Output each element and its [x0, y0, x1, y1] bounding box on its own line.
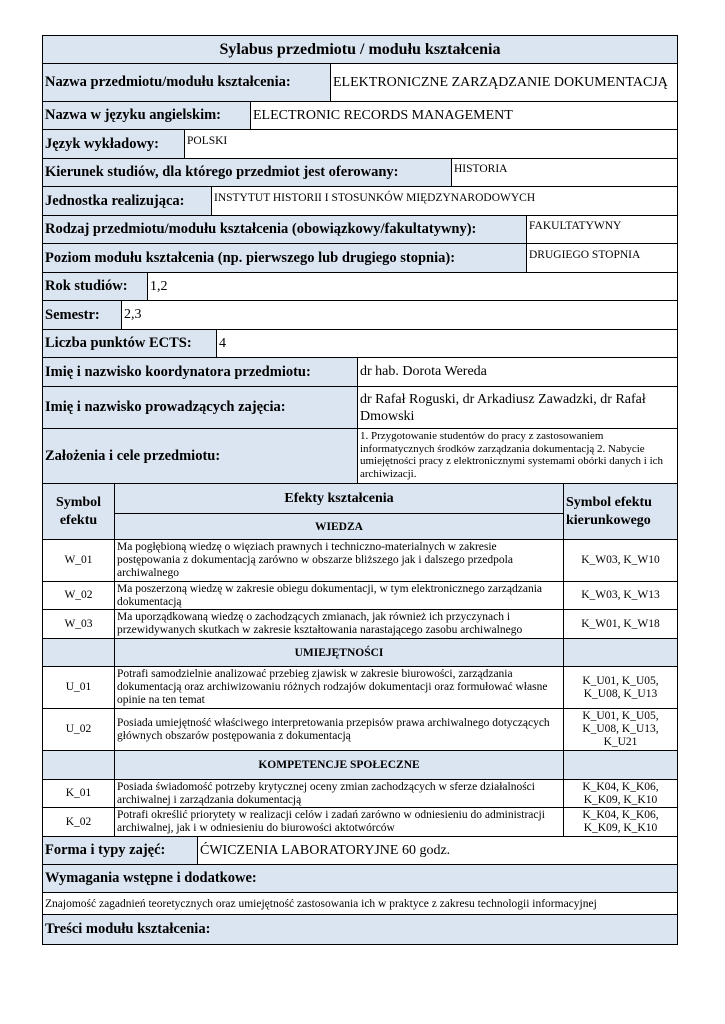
unit-value: INSTYTUT HISTORII I STOSUNKÓW MIĘDZYNARODOWYCH: [211, 187, 677, 215]
effect-text: Potrafi określić priorytety w realizacji celów i zadań zarówno w odniesieniu do administracji archiwalnej, jak i w odniesieniu do biurowości aktotwórców: [114, 808, 563, 836]
requirements-label: Wymagania wstępne i dodatkowe:: [43, 865, 677, 892]
skills-direction-blank: [563, 639, 677, 666]
effects-header-row: [42, 484, 678, 540]
content-label: Treści modułu kształcenia:: [43, 915, 677, 944]
ects-value: 4: [216, 330, 677, 357]
teachers-label: Imię i nazwisko prowadzących zajęcia:: [43, 387, 357, 428]
effect-symbol: W_03: [64, 617, 93, 630]
unit-row: [42, 187, 678, 216]
field-value: HISTORIA: [451, 159, 677, 186]
effects-header-group: [114, 484, 563, 539]
effect-row-w01: [42, 540, 678, 582]
effect-symbol: K_02: [65, 815, 92, 828]
goals-label: Założenia i cele przedmiotu:: [43, 429, 357, 483]
effect-symbol: K_01: [65, 787, 92, 799]
level-label: Poziom modułu kształcenia (np. pierwszego lub drugiego stopnia):: [43, 244, 526, 272]
syllabus-table: [42, 35, 678, 945]
effect-row-k01: [42, 780, 678, 808]
content-label-row: [42, 915, 678, 945]
level-value: DRUGIEGO STOPNIA: [526, 244, 677, 272]
form-value: ĆWICZENIA LABORATORYJNE 60 godz.: [197, 837, 677, 864]
unit-label: Jednostka realizująca:: [43, 187, 211, 215]
english-name-row: [42, 102, 678, 130]
coordinator-label: Imię i nazwisko koordynatora przedmiotu:: [43, 358, 357, 386]
teachers-value: dr Rafał Roguski, dr Arkadiusz Zawadzki, dr Rafał Dmowski: [357, 387, 677, 428]
requirements-value-row: [42, 893, 678, 915]
knowledge-header: WIEDZA: [115, 513, 563, 539]
effect-row-w03: [42, 610, 678, 639]
field-row: [42, 159, 678, 187]
teachers-row: [42, 387, 678, 429]
ects-row: [42, 330, 678, 358]
effect-text: Ma pogłębioną wiedzę o więziach prawnych i techniczno-materialnych w zakresie postępowania z dokumentacją zarówno w obszarze bliższego jak i dalszego przedpola archiwalnego: [114, 540, 563, 581]
requirements-label-row: [42, 865, 678, 893]
effect-direction: K_U01, K_U05, K_U08, K_U13: [563, 667, 677, 708]
effects-header: Efekty kształcenia: [115, 484, 563, 513]
goals-value: 1. Przygotowanie studentów do pracy z zastosowaniem informatycznych środków zarządzania dokumentacją 2. Nabycie umiejętności pracy z elektronicznymi systemami obórki danych i ich archiwizacji.: [357, 429, 677, 483]
semester-row: [42, 301, 678, 330]
skills-symbol-blank: [43, 639, 114, 666]
language-row: [42, 130, 678, 159]
effect-direction: K_K04, K_K06, K_K09, K_K10: [563, 808, 677, 836]
effect-text: Posiada umiejętność właściwego interpretowania przepisów prawa archiwalnego dotyczących głównych obszarów postępowania z dokumentacją: [114, 709, 563, 750]
type-label: Rodzaj przedmiotu/modułu kształcenia (obowiązkowy/fakultatywny):: [43, 216, 526, 243]
effect-text: Ma uporządkowaną wiedzę o zachodzących zmianach, jak również ich przyczynach i przewidywanych skutkach w zakresie kształtowania narastającego zasobu archiwalnego: [114, 610, 563, 638]
semester-label: Semestr:: [43, 301, 121, 329]
effect-text: Ma poszerzoną wiedzę w zakresie obiegu dokumentacji, w tym elektronicznego zarządzania dokumentacją: [114, 582, 563, 609]
effect-row-k02: [42, 808, 678, 837]
competence-symbol-blank: [43, 751, 114, 779]
language-value: POLSKI: [184, 130, 677, 158]
effect-row-u02: [42, 709, 678, 751]
skills-header: UMIEJĘTNOŚCI: [114, 639, 563, 666]
effect-direction: K_W03, K_W10: [563, 540, 677, 581]
coordinator-row: [42, 358, 678, 387]
english-name-label: Nazwa w języku angielskim:: [43, 102, 250, 129]
competence-header: KOMPETENCJE SPOŁECZNE: [114, 751, 563, 779]
form-label: Forma i typy zajęć:: [43, 837, 197, 864]
effect-row-u01: [42, 667, 678, 709]
effect-text: Posiada świadomość potrzeby krytycznej oceny zmian zachodzących w sferze działalności archiwalnej i zarządzania dokumentacją: [114, 780, 563, 807]
coordinator-value: dr hab. Dorota Wereda: [357, 358, 677, 386]
requirements-value: Znajomość zagadnień teoretycznych oraz umiejętność zastosowania ich w praktyce z zakresu technologii informacyjnej: [43, 893, 677, 914]
effect-symbol: U_01: [65, 681, 92, 693]
goals-row: [42, 429, 678, 484]
english-name-value: ELECTRONIC RECORDS MANAGEMENT: [250, 102, 677, 129]
semester-value: 2,3: [121, 301, 677, 329]
effect-symbol: W_02: [64, 589, 93, 601]
title-row: [42, 35, 678, 64]
level-row: [42, 244, 678, 273]
skills-header-row: [42, 639, 678, 667]
page-title: Sylabus przedmiotu / modułu kształcenia: [43, 36, 677, 63]
year-row: [42, 273, 678, 301]
effect-direction: K_W01, K_W18: [563, 610, 677, 638]
year-value: 1,2: [147, 273, 677, 300]
effect-symbol: W_01: [64, 554, 93, 566]
effect-direction: K_U01, K_U05, K_U08, K_U13, K_U21: [563, 709, 677, 750]
year-label: Rok studiów:: [43, 273, 147, 300]
language-label: Język wykładowy:: [43, 130, 184, 158]
direction-header: Symbol efektu kierunkowego: [563, 484, 677, 539]
effect-symbol: U_02: [65, 723, 92, 735]
effect-direction: K_W03, K_W13: [563, 582, 677, 609]
symbol-header: Symbol efektu: [43, 484, 114, 539]
type-row: [42, 216, 678, 244]
ects-label: Liczba punktów ECTS:: [43, 330, 216, 357]
course-name-row: [42, 64, 678, 102]
effect-direction: K_K04, K_K06, K_K09, K_K10: [563, 780, 677, 807]
competence-direction-blank: [563, 751, 677, 779]
type-value: FAKULTATYWNY: [526, 216, 677, 243]
field-label: Kierunek studiów, dla którego przedmiot jest oferowany:: [43, 159, 451, 186]
competence-header-row: [42, 751, 678, 780]
effect-row-w02: [42, 582, 678, 610]
effect-text: Potrafi samodzielnie analizować przebieg zjawisk w zakresie biurowości, zarządzania dokumentacją oraz archiwizowaniu różnych rodzajów dokumentacji oraz formułować własne opinie na ten temat: [114, 667, 563, 708]
form-row: [42, 837, 678, 865]
course-name-value: ELEKTRONICZNE ZARZĄDZANIE DOKUMENTACJĄ: [330, 64, 677, 101]
course-name-label: Nazwa przedmiotu/modułu kształcenia:: [43, 64, 330, 101]
